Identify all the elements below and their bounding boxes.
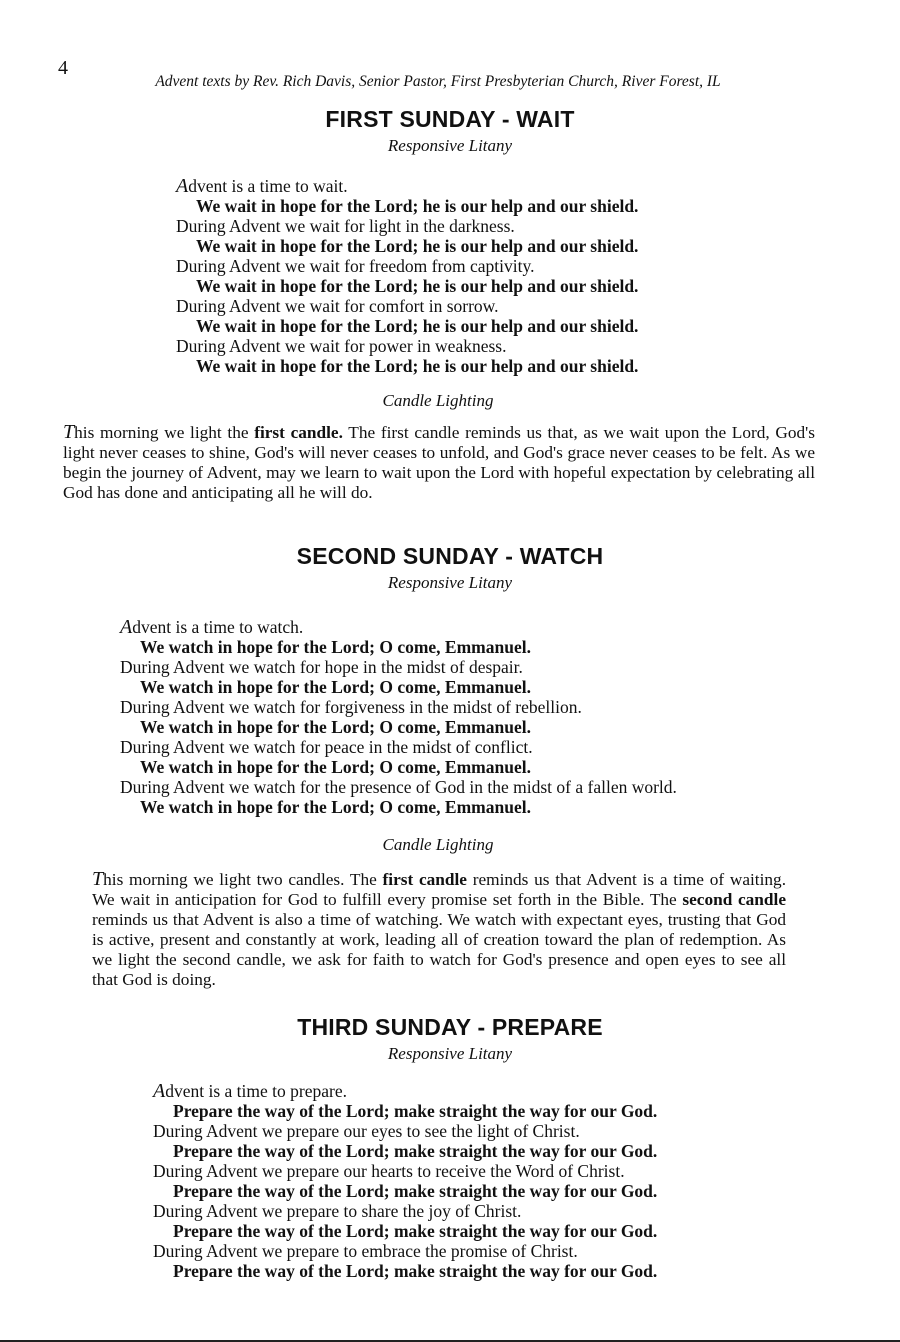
litany-opening-line: Advent is a time to watch. (120, 616, 304, 638)
section-title: THIRD SUNDAY - PREPARE (297, 1014, 603, 1040)
litany-leader-line: During Advent we watch for the presence of God in the midst of a fallen world. (120, 777, 677, 797)
litany-third-sunday (153, 1081, 657, 1281)
litany-response: Prepare the way of the Lord; make straight the way for our God. (173, 1261, 658, 1281)
litany-response: Prepare the way of the Lord; make straight the way for our God. (173, 1101, 658, 1121)
litany-first-sunday (176, 176, 638, 376)
litany-leader-line: During Advent we prepare to share the joy of Christ. (153, 1201, 522, 1221)
litany-response: We watch in hope for the Lord; O come, Emmanuel. (140, 797, 531, 817)
litany-response: We watch in hope for the Lord; O come, Emmanuel. (140, 757, 531, 777)
litany-response: We wait in hope for the Lord; he is our help and our shield. (196, 316, 639, 336)
litany-leader-line: During Advent we watch for forgiveness in the midst of rebellion. (120, 697, 582, 717)
section-title: FIRST SUNDAY - WAIT (325, 106, 575, 132)
litany-response: We wait in hope for the Lord; he is our help and our shield. (196, 196, 639, 216)
section-subtitle: Responsive Litany (387, 573, 513, 592)
litany-second-sunday (120, 617, 677, 817)
litany-response: We wait in hope for the Lord; he is our help and our shield. (196, 276, 639, 296)
drop-cap: T (92, 868, 104, 890)
litany-response: Prepare the way of the Lord; make straight the way for our God. (173, 1221, 658, 1241)
litany-leader-line: During Advent we wait for freedom from captivity. (176, 256, 535, 276)
litany-leader-line: During Advent we prepare our eyes to see the light of Christ. (153, 1121, 580, 1141)
drop-cap: A (153, 1080, 166, 1102)
author-credit: Advent texts by Rev. Rich Davis, Senior Pastor, First Presbyterian Church, River Forest, IL (155, 73, 721, 90)
section-title: SECOND SUNDAY - WATCH (296, 543, 604, 569)
litany-leader-line: During Advent we prepare our hearts to receive the Word of Christ. (153, 1161, 625, 1181)
litany-response: We watch in hope for the Lord; O come, Emmanuel. (140, 637, 531, 657)
litany-response: We wait in hope for the Lord; he is our help and our shield. (196, 356, 639, 376)
page-number: 4 (58, 57, 68, 79)
litany-response: Prepare the way of the Lord; make straight the way for our God. (173, 1141, 658, 1161)
litany-leader-line: During Advent we prepare to embrace the promise of Christ. (153, 1241, 578, 1261)
litany-response: We watch in hope for the Lord; O come, Emmanuel. (140, 677, 531, 697)
litany-opening-line: Advent is a time to wait. (176, 175, 348, 197)
litany-response: We watch in hope for the Lord; O come, Emmanuel. (140, 717, 531, 737)
candle-lighting-text: This morning we light two candles. The first candle reminds us that Advent is a time of waiting. We wait in anticipation for God to fulfill every promise set forth in the Bible. The second candle reminds us that Advent is also a time of watching. We watch with expectant eyes, trusting that God is active, present and constantly at work, leading all of creation toward the plan of redemption. As we light the second candle, we ask for faith to watch for God's presence and open eyes to see all that God is doing. (92, 868, 787, 989)
candle-lighting-label: Candle Lighting (382, 835, 494, 854)
drop-cap: A (120, 616, 133, 638)
drop-cap: A (176, 175, 189, 197)
section-first-sunday (0, 105, 900, 157)
section-subtitle: Responsive Litany (387, 1044, 513, 1063)
candle-lighting-label: Candle Lighting (382, 391, 494, 410)
section-third-sunday (0, 1013, 900, 1065)
litany-opening-line: Advent is a time to prepare. (153, 1080, 347, 1102)
litany-leader-line: During Advent we wait for comfort in sorrow. (176, 296, 499, 316)
drop-cap: T (63, 421, 75, 443)
section-second-sunday (0, 542, 900, 594)
litany-leader-line: During Advent we wait for light in the darkness. (176, 216, 515, 236)
litany-leader-line: During Advent we wait for power in weakness. (176, 336, 507, 356)
litany-leader-line: During Advent we watch for peace in the midst of conflict. (120, 737, 533, 757)
candle-lighting-text: This morning we light the first candle. The first candle reminds us that, as we wait upon the Lord, God's light never ceases to shine, God's will never ceases to unfold, and God's grace never ceases to be felt. As we begin the journey of Advent, may we learn to wait upon the Lord with hopeful expectation by celebrating all God has done and anticipating all he will do. (63, 421, 815, 502)
litany-response: We wait in hope for the Lord; he is our help and our shield. (196, 236, 639, 256)
litany-leader-line: During Advent we watch for hope in the midst of despair. (120, 657, 523, 677)
section-subtitle: Responsive Litany (387, 136, 513, 155)
litany-response: Prepare the way of the Lord; make straight the way for our God. (173, 1181, 658, 1201)
